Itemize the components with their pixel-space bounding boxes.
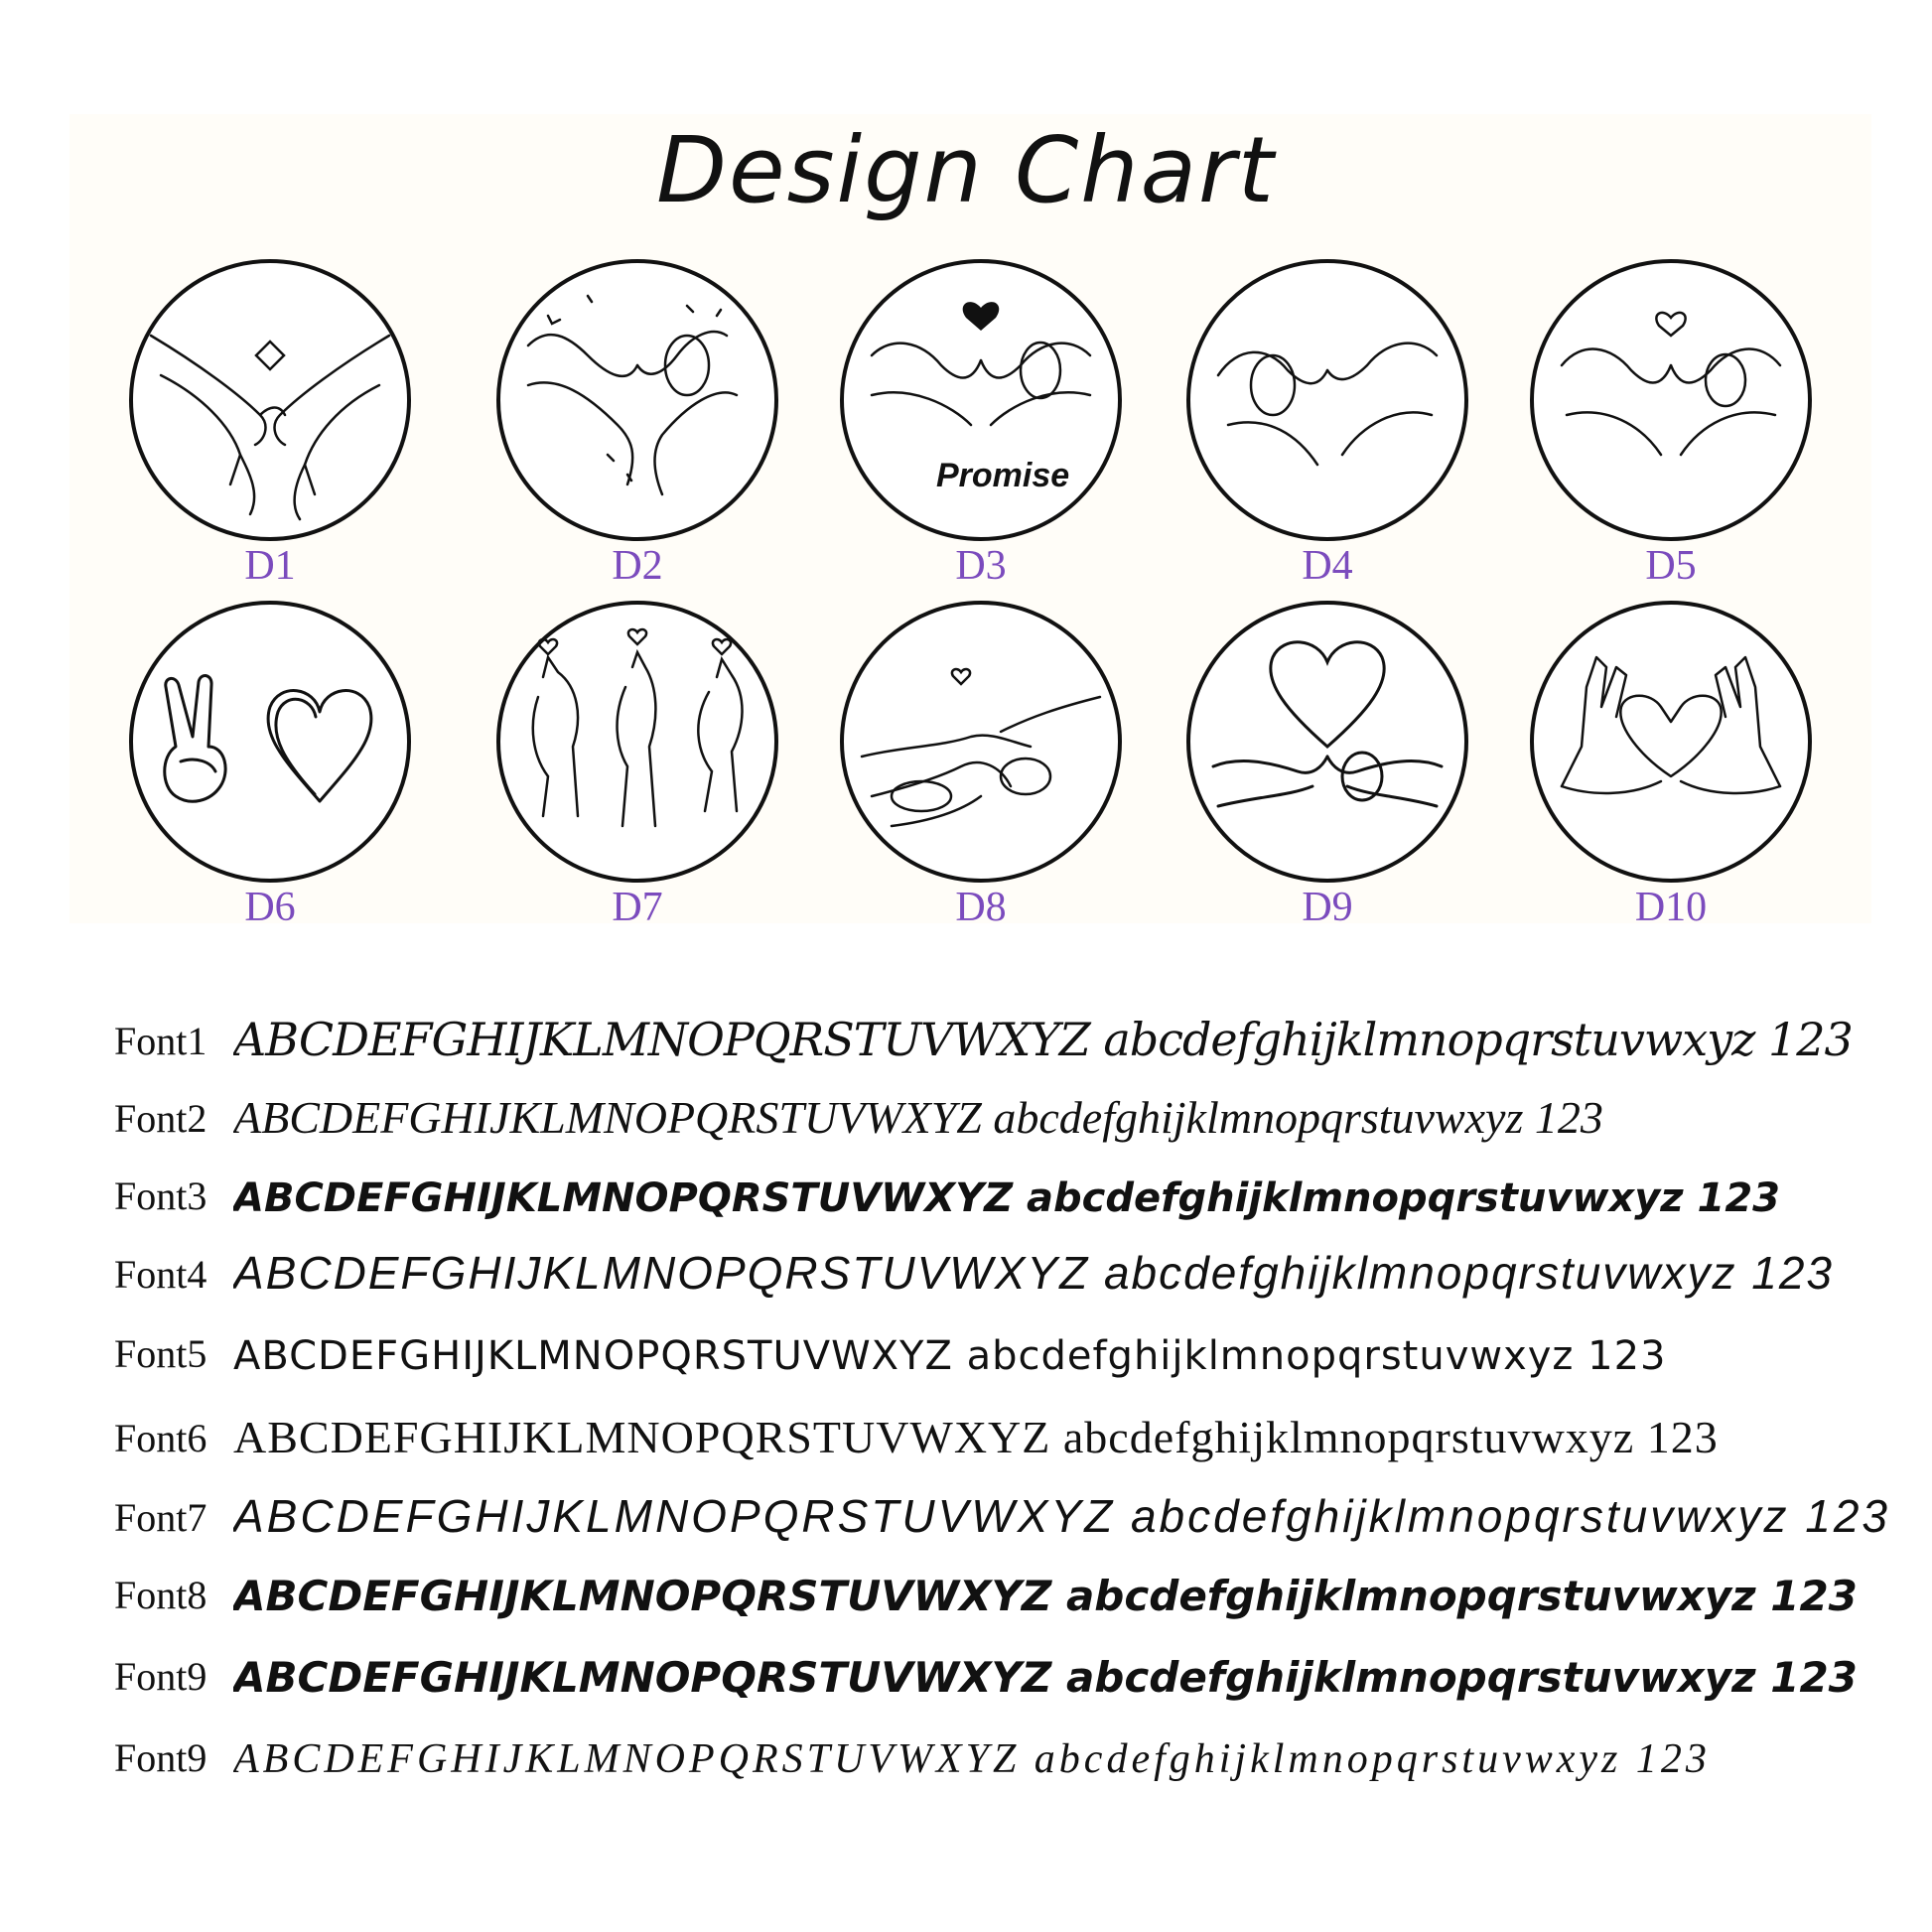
font-sample: ABCDEFGHIJKLMNOPQRSTUVWXYZ abcdefghijklmnopqrstuvwxyz 123 xyxy=(233,1013,1853,1066)
font-sample: ABCDEFGHIJKLMNOPQRSTUVWXYZ abcdefghijklmnopqrstuvwxyz 123 xyxy=(233,1333,1667,1379)
font-name: Font2 xyxy=(114,1096,207,1141)
font-sample: ABCDEFGHIJKLMNOPQRSTUVWXYZ abcdefghijklmnopqrstuvwxyz 123 xyxy=(233,1092,1603,1143)
design-d9[interactable] xyxy=(1178,598,1476,935)
font-row-2[interactable] xyxy=(114,1080,1842,1150)
holding-pinky-icon xyxy=(832,598,1130,896)
pinky-heart-icon xyxy=(1178,598,1476,896)
font-sample: ABCDEFGHIJKLMNOPQRSTUVWXYZ abcdefghijklmnopqrstuvwxyz 123 xyxy=(233,1653,1858,1702)
design-d1[interactable] xyxy=(121,256,419,594)
font-row-1[interactable] xyxy=(114,1003,1853,1072)
finger-hearts-icon xyxy=(488,598,786,896)
design-d10[interactable] xyxy=(1522,598,1820,935)
font-sample: ABCDEFGHIJKLMNOPQRSTUVWXYZ abcdefghijklmnopqrstuvwxyz 123 xyxy=(233,1490,1890,1542)
design-d5[interactable] xyxy=(1522,256,1820,594)
font-row-6[interactable] xyxy=(114,1400,1842,1469)
font-row-10[interactable] xyxy=(114,1720,1842,1789)
pinky-promise-icon xyxy=(1178,256,1476,554)
pinky-promise-sparkles-icon xyxy=(488,256,786,554)
design-d2[interactable] xyxy=(488,256,786,594)
font-sample: ABCDEFGHIJKLMNOPQRSTUVWXYZ abcdefghijklmnopqrstuvwxyz 123 xyxy=(233,1412,1719,1462)
font-name: Font5 xyxy=(114,1331,207,1376)
font-name: Font3 xyxy=(114,1173,207,1218)
font-row-3[interactable] xyxy=(114,1158,1842,1227)
font-row-8[interactable] xyxy=(114,1557,1858,1626)
font-name: Font1 xyxy=(114,1019,207,1063)
linked-pinky-hands-icon xyxy=(121,256,419,554)
font-row-7[interactable] xyxy=(114,1479,1890,1549)
font-name: Font4 xyxy=(114,1252,207,1297)
design-label: D8 xyxy=(955,885,1007,930)
design-label: D4 xyxy=(1302,543,1353,589)
font-row-4[interactable] xyxy=(114,1236,1842,1306)
design-label: D5 xyxy=(1645,543,1697,589)
pinky-promise-heart-icon xyxy=(832,256,1130,554)
design-d7[interactable] xyxy=(488,598,786,935)
font-row-5[interactable] xyxy=(114,1315,1842,1385)
font-name: Font6 xyxy=(114,1416,207,1460)
design-d6[interactable] xyxy=(121,598,419,935)
design-d4[interactable] xyxy=(1178,256,1476,594)
font-sample: ABCDEFGHIJKLMNOPQRSTUVWXYZ abcdefghijklmnopqrstuvwxyz 123 xyxy=(233,1736,1711,1782)
peace-sign-heart-icon xyxy=(121,598,419,896)
page-title: Design Chart xyxy=(656,117,1276,223)
font-row-9[interactable] xyxy=(114,1638,1858,1708)
design-label: D3 xyxy=(955,543,1007,589)
font-sample: ABCDEFGHIJKLMNOPQRSTUVWXYZ abcdefghijklmnopqrstuvwxyz 123 xyxy=(233,1247,1834,1299)
design-label: D2 xyxy=(612,543,663,589)
design-label: D9 xyxy=(1302,885,1353,930)
design-d3[interactable] xyxy=(832,256,1130,594)
font-name: Font8 xyxy=(114,1573,207,1617)
design-label: D6 xyxy=(244,885,296,930)
pinky-promise-small-heart-icon xyxy=(1522,256,1820,554)
design-d3-text: Promise xyxy=(936,457,1070,494)
design-d8[interactable] xyxy=(832,598,1130,935)
font-sample: ABCDEFGHIJKLMNOPQRSTUVWXYZ abcdefghijklmnopqrstuvwxyz 123 xyxy=(233,1572,1858,1620)
design-label: D7 xyxy=(612,885,663,930)
font-name: Font7 xyxy=(114,1495,207,1540)
hand-heart-icon xyxy=(1522,598,1820,896)
font-sample: ABCDEFGHIJKLMNOPQRSTUVWXYZ abcdefghijklmnopqrstuvwxyz 123 xyxy=(233,1175,1780,1221)
font-name: Font9 xyxy=(114,1654,207,1699)
design-label: D1 xyxy=(244,543,296,589)
font-name: Font9 xyxy=(114,1735,207,1780)
design-label: D10 xyxy=(1634,885,1708,930)
